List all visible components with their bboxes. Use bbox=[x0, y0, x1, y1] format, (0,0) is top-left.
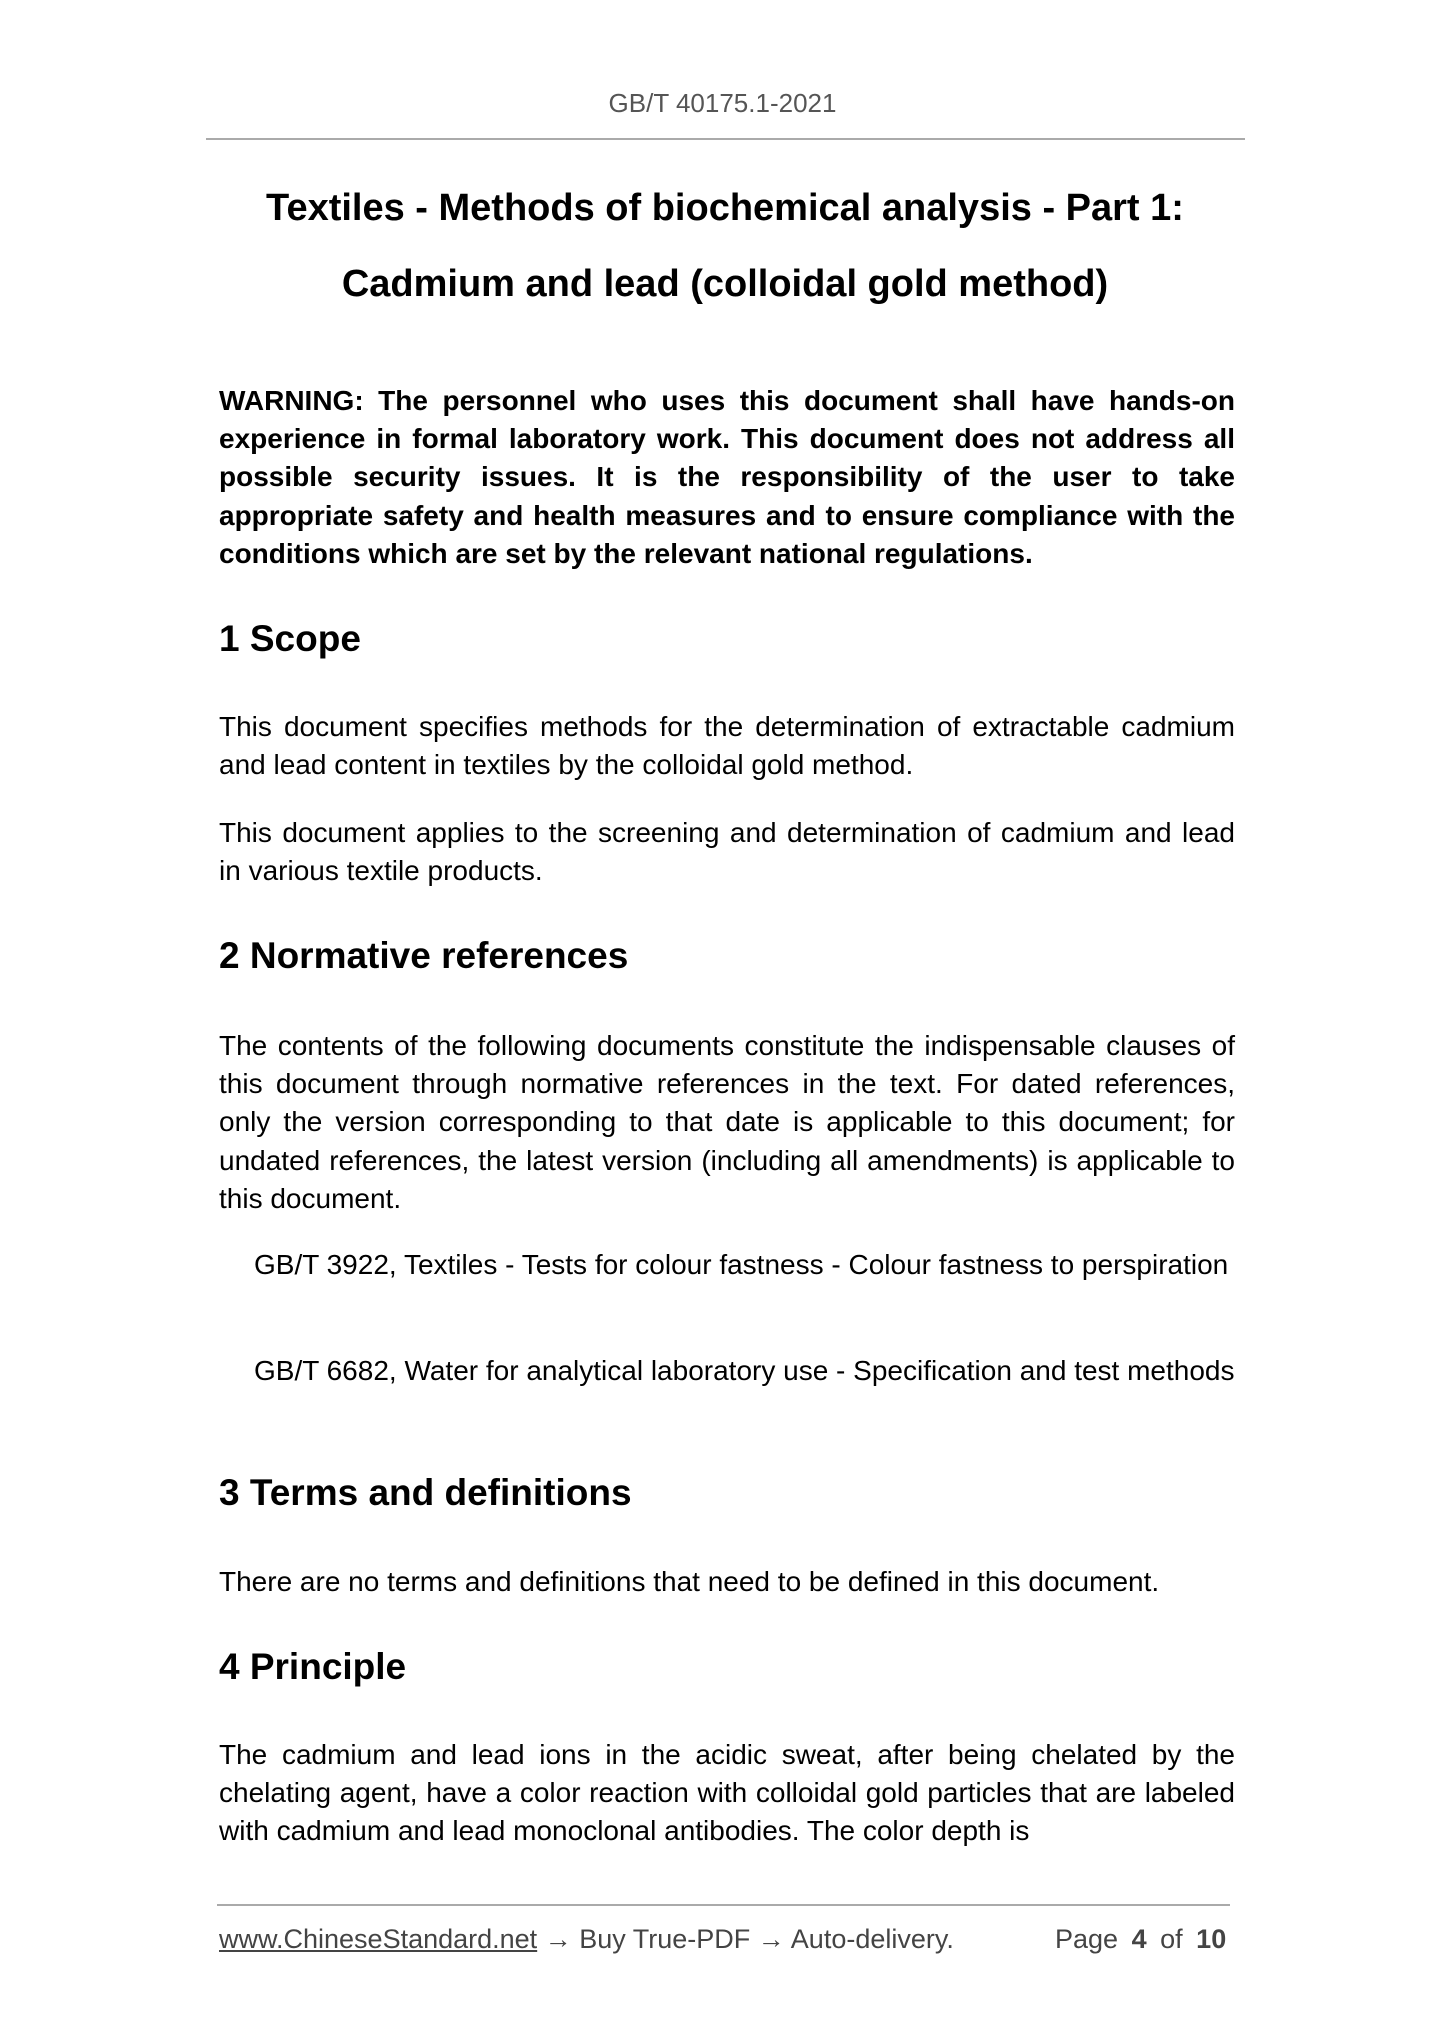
of-label: of bbox=[1160, 1924, 1183, 1954]
reference-item: GB/T 3922, Textiles - Tests for colour fastness - Colour fastness to perspiration bbox=[254, 1249, 1229, 1280]
footer-divider bbox=[217, 1904, 1230, 1906]
header-divider bbox=[206, 138, 1245, 140]
document-id-header: GB/T 40175.1-2021 bbox=[608, 88, 837, 118]
current-page: 4 bbox=[1131, 1924, 1147, 1954]
document-title-line2: Cadmium and lead (colloidal gold method) bbox=[341, 263, 1109, 305]
paragraph: The cadmium and lead ions in the acidic sweat, after being chelated by the chelating agent, have a color reaction with colloidal gold particles that are labeled with cadmium and lead monoclonal antibodies. The color depth is bbox=[219, 1739, 1235, 1847]
paragraph: There are no terms and definitions that need to be defined in this document. bbox=[219, 1566, 1160, 1597]
section-heading-normative-references: 2 Normative references bbox=[219, 935, 629, 976]
paragraph: This document applies to the screening and determination of cadmium and lead in various textile products. bbox=[219, 817, 1235, 887]
page-label: Page bbox=[1055, 1924, 1119, 1954]
section-heading-terms: 3 Terms and definitions bbox=[219, 1472, 632, 1513]
delivery-text: Auto-delivery. bbox=[790, 1924, 954, 1954]
document-title-line1: Textiles - Methods of biochemical analysis - Part 1: bbox=[266, 187, 1184, 229]
footer-promo bbox=[219, 1924, 954, 1955]
warning-paragraph: WARNING: The personnel who uses this document shall have hands-on experience in formal laboratory work. This document does not address all possible security issues. It is the responsibility of the user to take appropriate safety and health measures and to ensure compliance with the conditions which are set by the relevant national regulations. bbox=[219, 385, 1235, 569]
website-link[interactable]: www.ChineseStandard.net bbox=[219, 1924, 538, 1954]
page-indicator bbox=[1055, 1924, 1226, 1955]
buy-text: Buy True-PDF bbox=[579, 1924, 751, 1954]
section-heading-scope: 1 Scope bbox=[219, 618, 361, 659]
section-heading-principle: 4 Principle bbox=[219, 1646, 407, 1687]
paragraph: This document specifies methods for the determination of extractable cadmium and lead content in textiles by the colloidal gold method. bbox=[219, 711, 1235, 781]
arrow-right-icon: → bbox=[757, 1924, 785, 1954]
reference-item: GB/T 6682, Water for analytical laboratory use - Specification and test methods bbox=[254, 1355, 1235, 1386]
paragraph: The contents of the following documents constitute the indispensable clauses of this document through normative references in the text. For dated references, only the version corresponding to that date is applicable to this document; for undated references, the latest version (including all amendments) is applicable to this document. bbox=[219, 1030, 1235, 1214]
total-pages: 10 bbox=[1196, 1924, 1227, 1954]
arrow-right-icon: → bbox=[544, 1924, 572, 1954]
